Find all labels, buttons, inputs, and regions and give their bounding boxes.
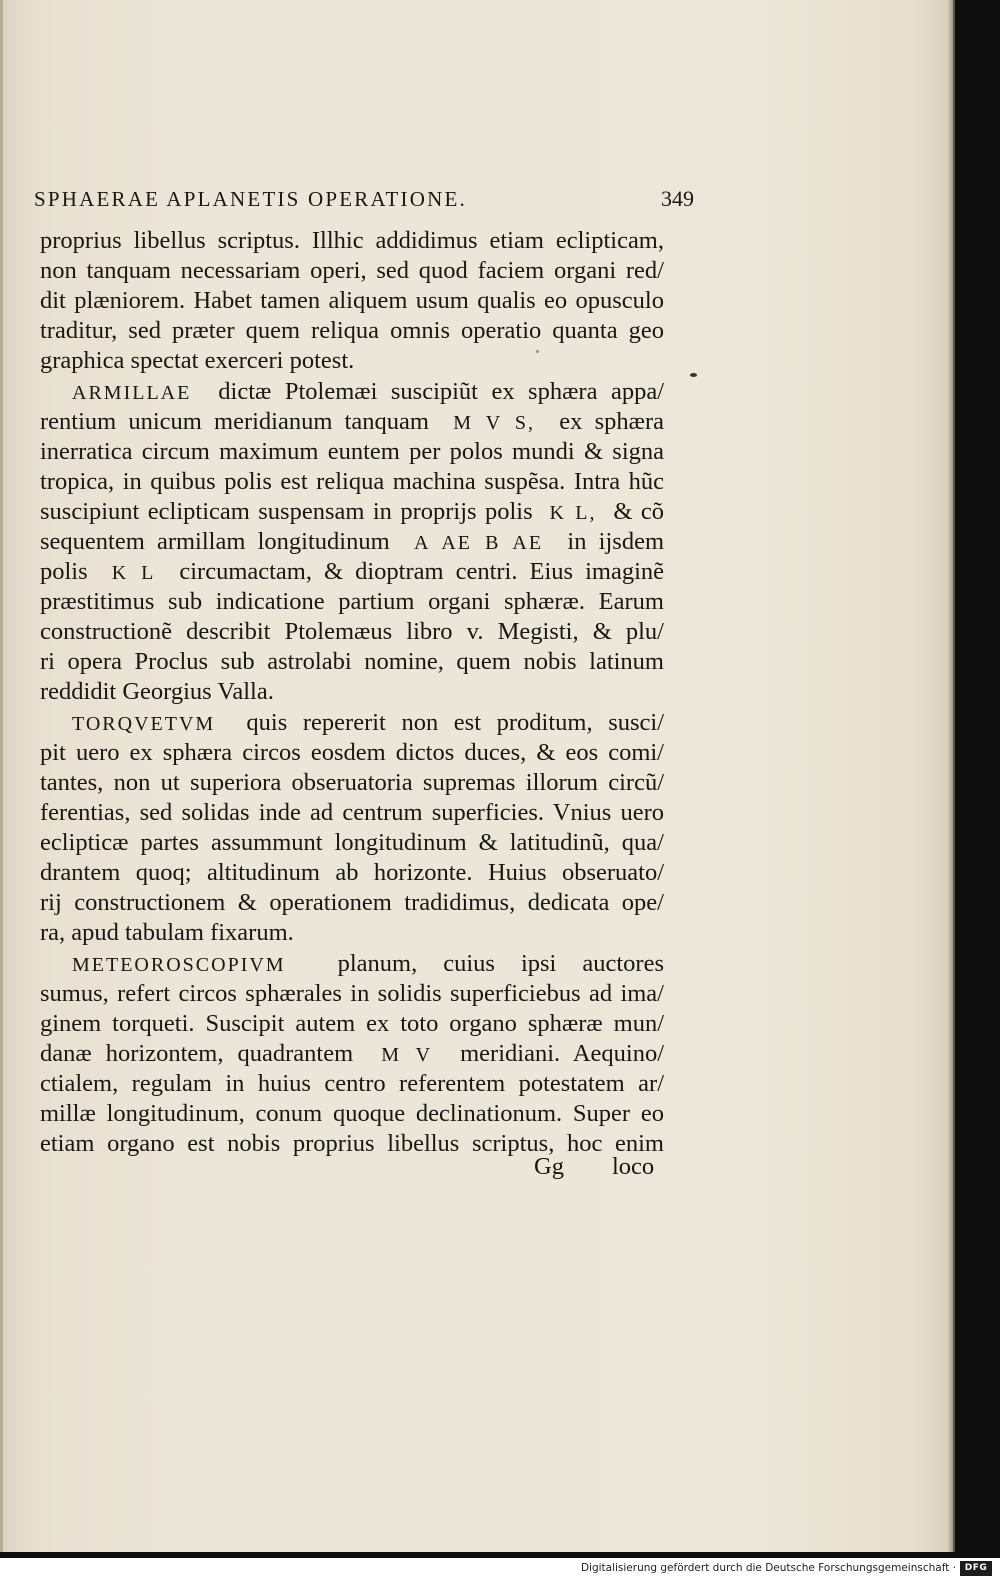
paragraph-line-meteoroscopium <box>72 949 664 979</box>
text-span: in ijsdem <box>567 528 665 555</box>
text-span: suscipiunt eclipticam suspensam in proprijs polis <box>40 498 533 525</box>
text-line: non tanquam necessariam operi, sed quod faciem organi red/ <box>40 257 664 284</box>
text-line: proprius libellus scriptus. Illhic addidimus etiam eclipticam, <box>40 227 664 254</box>
digitization-credit: Digitalisierung gefördert durch die Deutsche Forschungsgemeinschaft · <box>580 1562 956 1574</box>
text-line: pit uero ex sphæra circos eosdem dictos duces, & eos comi/ <box>40 739 664 766</box>
smallcap-mv: M V <box>381 1044 433 1066</box>
text-span: planum, cuius ipsi auctores <box>337 950 664 977</box>
smallcap-meteoroscopium: METEOROSCOPIVM <box>72 954 286 976</box>
text-span: sequentem armillam longitudinum <box>40 528 390 555</box>
smallcap-armillae: ARMILLAE <box>72 382 192 404</box>
text-line: drantem quoq; altitudinum ab horizonte. Huius obseruato/ <box>40 859 664 886</box>
text-line: tropica, in quibus polis est reliqua machina suspẽsa. Intra hũc <box>40 468 664 495</box>
text-line: ra, apud tabulam fixarum. <box>40 919 294 946</box>
text-line: traditur, sed præter quem reliqua omnis operatio quanta geo <box>40 317 664 344</box>
text-line <box>40 497 664 527</box>
signature-mark: Gg <box>534 1153 564 1180</box>
text-line: ctialem, regulam in huius centro referentem potestatem ar/ <box>40 1070 664 1097</box>
smallcap-torquetum: TORQVETVM <box>72 713 216 735</box>
running-head-title: SPHAERAE APLANETIS OPERATIONE. <box>34 187 467 211</box>
text-span: danæ horizontem, quadrantem <box>40 1040 354 1067</box>
paragraph-line-armillae <box>72 377 664 407</box>
text-line: præstitimus sub indicatione partium organi sphæræ. Earum <box>40 588 664 615</box>
text-line: ri opera Proclus sub astrolabi nomine, quem nobis latinum <box>40 648 664 675</box>
page-number: 349 <box>661 186 694 211</box>
text-line: inerratica circum maximum euntem per polos mundi & signa <box>40 438 664 465</box>
text-span: & cõ <box>613 498 665 525</box>
text-line: graphica spectat exerceri potest. <box>40 347 355 374</box>
smallcap-kl: K L <box>111 562 156 584</box>
catchword: loco <box>612 1153 655 1180</box>
text-span: ex sphæra <box>559 408 664 435</box>
text-line: etiam organo est nobis proprius libellus scriptus, hoc enim <box>40 1130 664 1157</box>
text-span: polis <box>40 558 88 585</box>
dfg-logo: DFG <box>960 1561 992 1576</box>
text-line: reddidit Georgius Valla. <box>40 678 274 705</box>
text-line: tantes, non ut superiora obseruatoria supremas illorum circũ/ <box>40 769 664 796</box>
text-span: meridiani. Aequino/ <box>460 1040 665 1067</box>
text-span: rentium unicum meridianum tanquam <box>40 408 429 435</box>
text-line: millæ longitudinum, conum quoque declinationum. Super eo <box>40 1100 664 1127</box>
running-head <box>34 186 694 220</box>
text-line <box>40 527 664 557</box>
text-line <box>40 557 664 587</box>
text-line: eclipticæ partes assummunt longitudinum & latitudinũ, qua/ <box>40 829 664 856</box>
text-line: dit plæniorem. Habet tamen aliquem usum qualis eo opusculo <box>40 287 664 314</box>
text-line <box>40 407 664 437</box>
smallcap-kl: K L, <box>549 502 597 524</box>
text-span: quis repererit non est proditum, susci/ <box>246 709 665 736</box>
text-span: circumactam, & dioptram centri. Eius imaginẽ <box>179 558 665 585</box>
text-line: sumus, refert circos sphærales in solidis superficiebus ad ima/ <box>40 980 664 1007</box>
ink-speck <box>690 373 697 377</box>
text-span: dictæ Ptolemæi suscipiũt ex sphæra appa/ <box>218 378 664 405</box>
paragraph-line-torquetum <box>72 708 664 738</box>
text-line: rij constructionem & operationem tradidimus, dedicata ope/ <box>40 889 664 916</box>
text-line: ferentias, sed solidas inde ad centrum superficies. Vnius uero <box>40 799 664 826</box>
text-line <box>40 1039 664 1069</box>
smallcap-mvs: M V S, <box>453 412 535 434</box>
smallcap-aaebae: A AE B AE <box>414 532 544 554</box>
page-left-edge <box>0 0 3 1552</box>
text-line: constructionẽ describit Ptolemæus libro v. Megisti, & plu/ <box>40 618 664 645</box>
text-line: ginem torqueti. Suscipit autem ex toto organo sphæræ mun/ <box>40 1010 664 1037</box>
